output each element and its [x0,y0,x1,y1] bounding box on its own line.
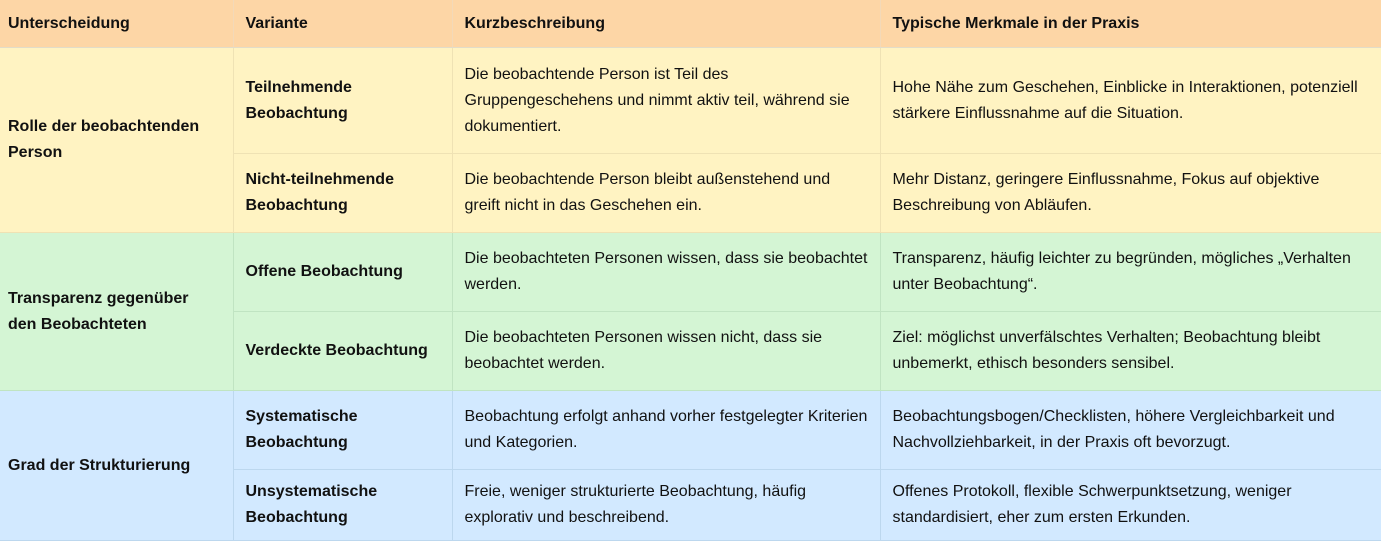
header-kurzbeschreibung: Kurzbeschreibung [452,0,880,48]
variant-cell: Verdeckte Beobachtung [233,312,452,391]
variant-cell: Unsystematische Beobachtung [233,470,452,541]
description-cell: Die beobachteten Personen wissen, dass sie beobachtet werden. [452,233,880,312]
variant-cell: Offene Beobachtung [233,233,452,312]
variant-cell: Systematische Beobachtung [233,391,452,470]
table-row [0,48,1381,154]
features-cell: Hohe Nähe zum Geschehen, Einblicke in Interaktionen, potenziell stärkere Einflussnahme auf die Situation. [880,48,1381,154]
variant-cell: Nicht-teilnehmende Beobachtung [233,154,452,233]
features-cell: Mehr Distanz, geringere Einflussnahme, Fokus auf objektive Beschreibung von Abläufen. [880,154,1381,233]
header-unterscheidung: Unterscheidung [0,0,233,48]
group-label: Grad der Strukturierung [0,391,233,541]
features-cell: Beobachtungsbogen/Checklisten, höhere Vergleichbarkeit und Nachvollziehbarkeit, in der Praxis oft bevorzugt. [880,391,1381,470]
description-cell: Die beobachtende Person bleibt außenstehend und greift nicht in das Geschehen ein. [452,154,880,233]
table-row [0,391,1381,470]
features-cell: Ziel: möglichst unverfälschtes Verhalten; Beobachtung bleibt unbemerkt, ethisch besonders sensibel. [880,312,1381,391]
description-cell: Die beobachteten Personen wissen nicht, dass sie beobachtet werden. [452,312,880,391]
description-cell: Freie, weniger strukturierte Beobachtung, häufig explorativ und beschreibend. [452,470,880,541]
description-cell: Die beobachtende Person ist Teil des Gruppengeschehens und nimmt aktiv teil, während sie dokumentiert. [452,48,880,154]
table-row [0,233,1381,312]
table-header-row [0,0,1381,48]
features-cell: Offenes Protokoll, flexible Schwerpunktsetzung, weniger standardisiert, eher zum ersten Erkunden. [880,470,1381,541]
variant-cell: Teilnehmende Beobachtung [233,48,452,154]
description-cell: Beobachtung erfolgt anhand vorher festgelegter Kriterien und Kategorien. [452,391,880,470]
group-label: Transparenz gegenüber den Beobachteten [0,233,233,391]
features-cell: Transparenz, häufig leichter zu begründen, mögliches „Verhalten unter Beobachtung“. [880,233,1381,312]
header-variante: Variante [233,0,452,48]
group-label: Rolle der beobachtenden Person [0,48,233,233]
header-merkmale: Typische Merkmale in der Praxis [880,0,1381,48]
